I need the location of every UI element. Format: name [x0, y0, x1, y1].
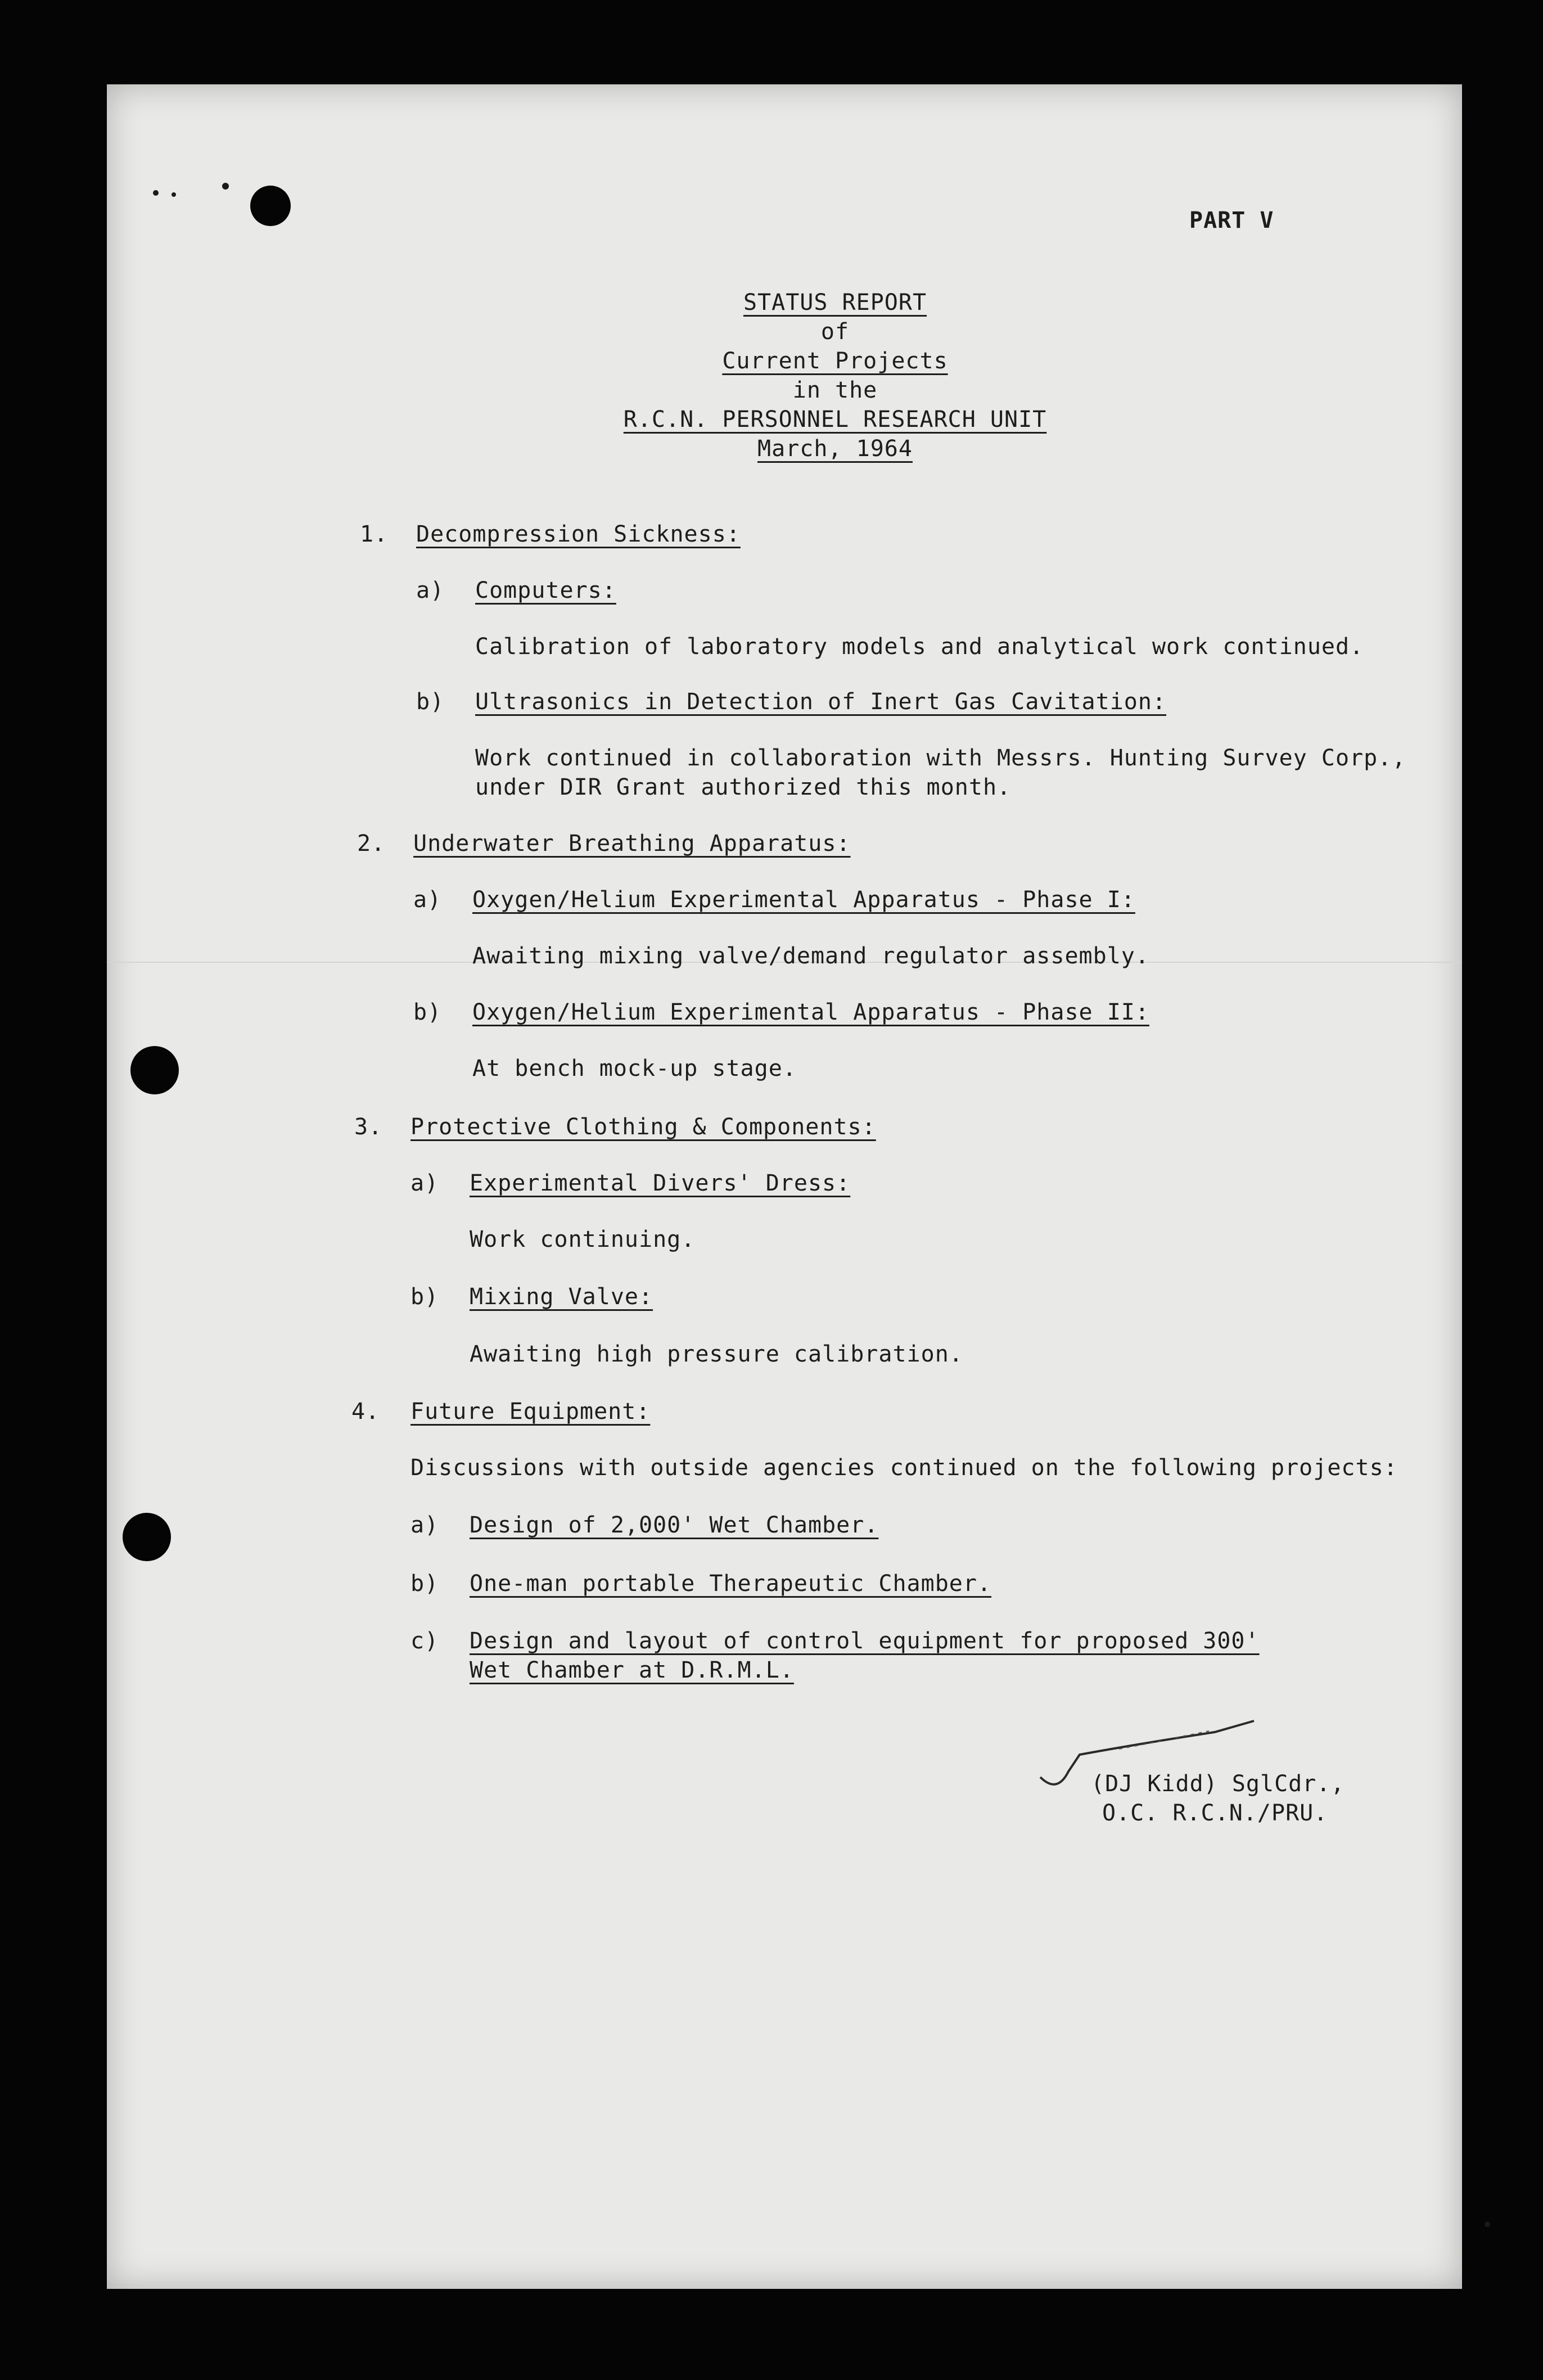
item-label: b): [416, 689, 445, 715]
ink-speck: [1485, 2221, 1490, 2227]
item-title: Oxygen/Helium Experimental Apparatus - Phase I:: [472, 887, 1135, 913]
punch-hole-middle: [130, 1046, 179, 1094]
item-label: b): [410, 1284, 439, 1310]
item-label: a): [410, 1170, 439, 1196]
ink-speck: [153, 190, 159, 196]
section-heading: Underwater Breathing Apparatus:: [413, 831, 851, 857]
item-label: a): [413, 887, 442, 913]
item-text: Awaiting mixing valve/demand regulator assembly.: [472, 943, 1149, 969]
title-line-4: in the: [792, 377, 878, 403]
punch-hole-top: [250, 186, 291, 226]
item-text: under DIR Grant authorized this month.: [475, 774, 1012, 800]
item-text: Work continuing.: [470, 1227, 696, 1252]
item-title: One-man portable Therapeutic Chamber.: [470, 1571, 992, 1597]
section-number: 2.: [357, 831, 386, 857]
item-text: Calibration of laboratory models and analytical work continued.: [475, 634, 1364, 660]
signature-title: O.C. R.C.N./PRU.: [1102, 1800, 1328, 1826]
item-title: Oxygen/Helium Experimental Apparatus - Phase II:: [472, 999, 1149, 1025]
section-intro: Discussions with outside agencies continued on the following projects:: [410, 1455, 1398, 1481]
item-label: a): [416, 578, 445, 603]
title-line-1: STATUS REPORT: [743, 290, 927, 315]
ink-speck: [172, 192, 176, 197]
section-heading: Future Equipment:: [410, 1399, 651, 1425]
ink-speck: [222, 183, 229, 190]
signature-name: (DJ Kidd) SglCdr.,: [1091, 1771, 1345, 1797]
section-number: 1.: [360, 521, 389, 547]
section-number: 4.: [351, 1399, 380, 1425]
title-line-3: Current Projects: [722, 348, 948, 374]
part-label: PART V: [1189, 208, 1274, 233]
punch-hole-bottom: [123, 1513, 171, 1561]
item-label: b): [413, 999, 442, 1025]
item-title: Design and layout of control equipment for proposed 300': [470, 1628, 1260, 1654]
item-title: Ultrasonics in Detection of Inert Gas Cavitation:: [475, 689, 1167, 715]
title-line-5: R.C.N. PERSONNEL RESEARCH UNIT: [623, 407, 1047, 432]
item-text: Work continued in collaboration with Messrs. Hunting Survey Corp.,: [475, 745, 1406, 771]
section-number: 3.: [354, 1114, 383, 1140]
item-label: a): [410, 1512, 439, 1538]
item-title: Experimental Divers' Dress:: [470, 1170, 851, 1196]
title-line-2: of: [820, 319, 850, 345]
item-label: b): [410, 1571, 439, 1597]
title-line-6: March, 1964: [757, 436, 913, 462]
item-title: Wet Chamber at D.R.M.L.: [470, 1657, 794, 1683]
item-title: Design of 2,000' Wet Chamber.: [470, 1512, 879, 1538]
item-text: At bench mock-up stage.: [472, 1056, 797, 1081]
item-text: Awaiting high pressure calibration.: [470, 1341, 963, 1367]
section-heading: Protective Clothing & Components:: [410, 1114, 876, 1140]
item-title: Mixing Valve:: [470, 1284, 653, 1310]
section-heading: Decompression Sickness:: [416, 521, 741, 547]
item-label: c): [410, 1628, 439, 1654]
item-title: Computers:: [475, 578, 616, 603]
